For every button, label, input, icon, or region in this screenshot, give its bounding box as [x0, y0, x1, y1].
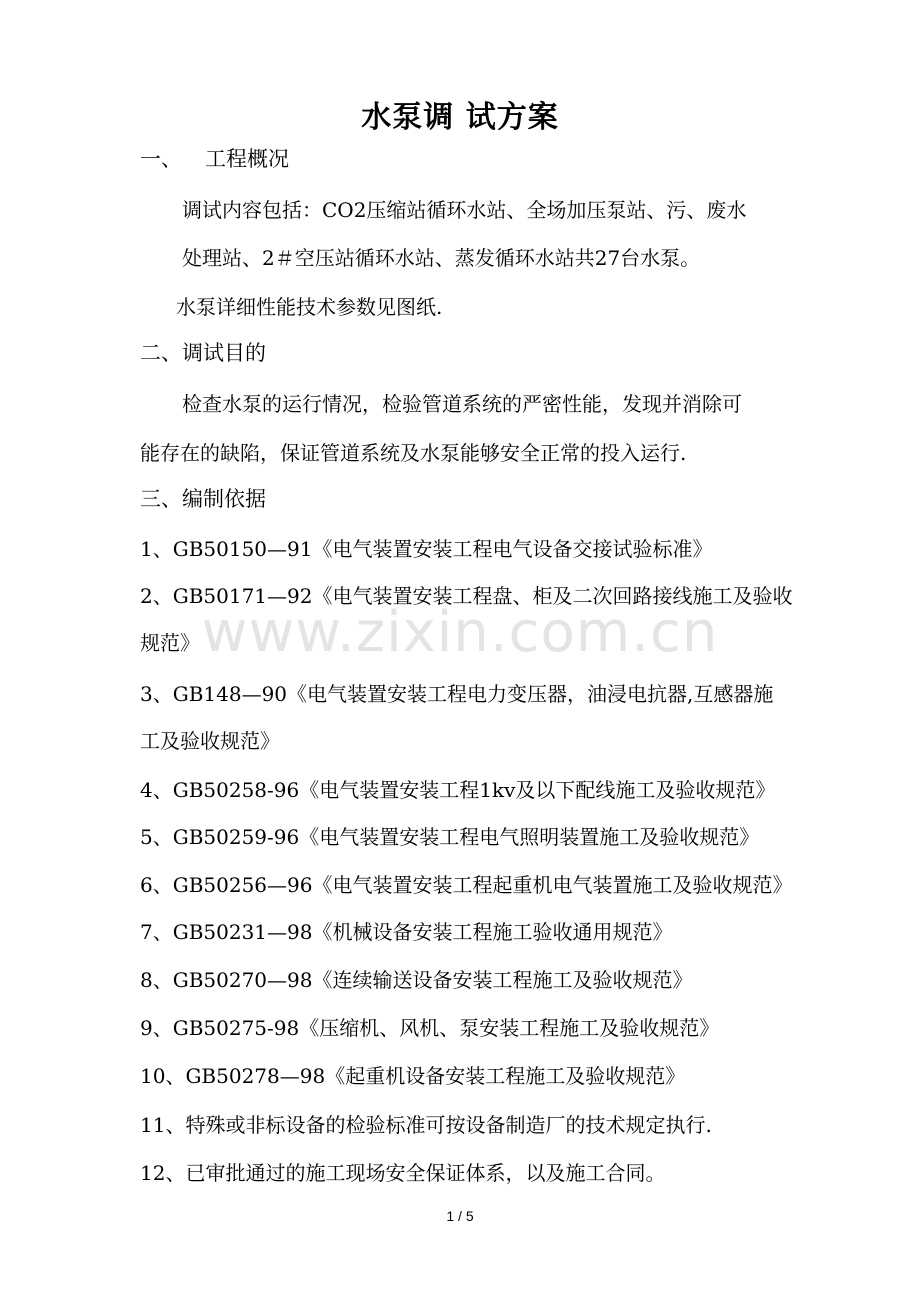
overview-parameters-note: 水泵详细性能技术参数见图纸. [176, 295, 443, 319]
basis-item: 3、GB148—90《电气装置安装工程电力变压器，油浸电抗器,互感器施 [140, 682, 774, 706]
basis-item: 6、GB50256—96《电气装置安装工程起重机电气装置施工及验收规范》 [140, 873, 793, 897]
basis-item: 12、已审批通过的施工现场安全保证体系，以及施工合同。 [140, 1161, 666, 1185]
basis-item: 5、GB50259-96《电气装置安装工程电气照明装置施工及验收规范》 [140, 825, 760, 849]
watermark: www.zixin.com.cn [201, 600, 719, 665]
basis-item: 8、GB50270—98《连续输送设备安装工程施工及验收规范》 [140, 968, 693, 992]
basis-item: 1、GB50150—91《电气装置安装工程电气设备交接试验标准》 [140, 537, 713, 561]
basis-item: 4、GB50258-96《电气装置安装工程1kv及以下配线施工及验收规范》 [140, 778, 776, 802]
section-heading-basis: 三、编制依据 [140, 487, 266, 511]
overview-paragraph-line: 处理站、2＃空压站循环水站、蒸发循环水站共27台水泵。 [182, 246, 701, 270]
page-indicator: 1 / 5 [446, 1208, 474, 1224]
section-heading-overview: 工程概况 [205, 147, 289, 171]
basis-item-continuation: 规范》 [140, 631, 200, 655]
section-heading-overview-number: 一、 [140, 147, 182, 171]
basis-item: 11、特殊或非标设备的检验标准可按设备制造厂的技术规定执行. [140, 1113, 712, 1137]
document-title: 水泵调 试方案 [361, 100, 559, 135]
section-heading-purpose: 二、调试目的 [140, 341, 266, 365]
overview-paragraph-line: 调试内容包括：CO2压缩站循环水站、全场加压泵站、污、废水 [182, 198, 747, 222]
basis-item: 10、GB50278—98《起重机设备安装工程施工及验收规范》 [140, 1064, 686, 1088]
basis-item: 9、GB50275-98《压缩机、风机、泵安装工程施工及验收规范》 [140, 1016, 720, 1040]
basis-item: 7、GB50231—98《机械设备安装工程施工验收通用规范》 [140, 920, 673, 944]
purpose-paragraph-line: 检查水泵的运行情况，检验管道系统的严密性能，发现并消除可 [182, 392, 742, 416]
basis-item: 2、GB50171—92《电气装置安装工程盘、柜及二次回路接线施工及验收 [140, 584, 793, 608]
purpose-paragraph-line: 能存在的缺陷，保证管道系统及水泵能够安全正常的投入运行. [140, 441, 687, 465]
basis-item-continuation: 工及验收规范》 [140, 729, 280, 753]
